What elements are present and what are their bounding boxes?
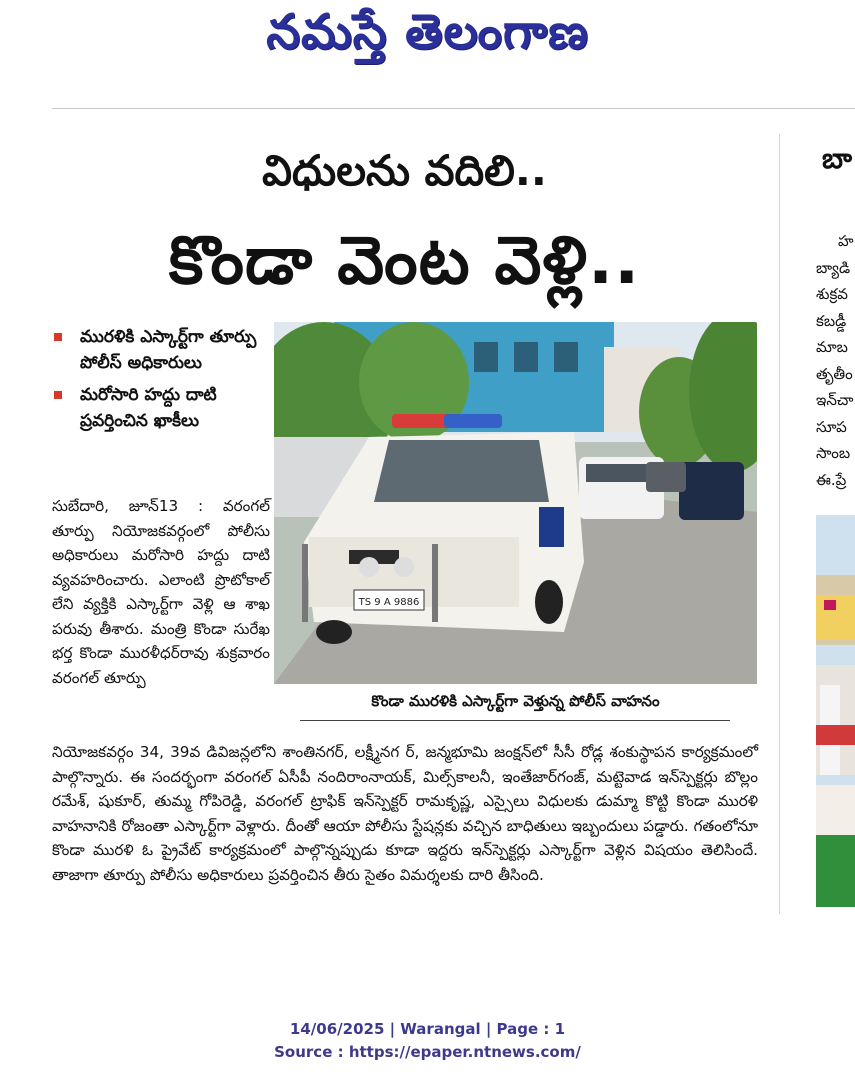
- sidebar-line: హ: [838, 232, 854, 250]
- sidebar-line: సాంబ: [816, 444, 851, 462]
- bullet-square-icon: [54, 391, 62, 399]
- sidebar-line: బ్యాడి: [816, 258, 851, 277]
- sidebar-article-text: [816, 228, 855, 493]
- article-headline: కొండా వెంట వెళ్లి..: [168, 222, 641, 299]
- highlight-item: [52, 324, 266, 376]
- sidebar-photo: [816, 515, 855, 907]
- article-highlights: [52, 324, 266, 440]
- sidebar-line: శుక్రవ: [816, 285, 848, 303]
- page-footer: [0, 1018, 855, 1064]
- newspaper-logo: నమస్తే తెలంగాణ: [266, 4, 589, 60]
- sidebar-line: ఇన్‌చా: [816, 391, 854, 409]
- column-divider: [779, 134, 780, 914]
- masthead: [0, 4, 855, 72]
- sidebar-line: ఈ.ప్రే: [816, 470, 847, 489]
- sidebar-line: మాబ: [816, 338, 848, 356]
- caption-underline: [300, 720, 730, 721]
- source-link[interactable]: Source : https://epaper.ntnews.com/: [274, 1043, 581, 1061]
- article-photo: [274, 322, 757, 684]
- photo-caption: కొండా మురళికి ఎస్కార్ట్‌గా వెళ్తున్న పోలీస్ వాహనం: [371, 692, 660, 710]
- article-body-wide: నియోజకవర్గం 34, 39వ డివిజన్లలోని శాంతినగర్, లక్ష్మీనగ ర్, జన్మభూమి జంక్షన్‌లో సీసీ రోడ్ల శంకుస్థాపన కార్యక్రమంలో పాల్గొన్నారు. ఈ సందర్భంగా వరంగల్ ఏసీపీ నందిరాంనాయక్, మిల్స్‌కాలనీ, ఇంతేజార్‌గంజ్, మట్టెవాడ ఇన్‌స్పెక్టర్లు బొల్లం రమేశ్, షుకూర్, తుమ్మ గోపిరెడ్డి, వరంగల్ ట్రాఫిక్ ఇన్‌స్పెక్టర్ రామకృష్ణ, ఎస్సైలు విధులకు డుమ్మా కొట్టి కొండా మురళి వాహనానికి రోజంతా ఎస్కార్ట్‌గా వెళ్లారు. దీంతో ఆయా పోలీసు స్టేషన్లకు వచ్చిన బాధితులు ఇబ్బందులు పడ్డారు. గతంలోనూ కొండా మురళి ఓ ప్రైవేట్ కార్యక్రమంలో పాల్గొన్నప్పుడు కూడా ఇద్దరు ఇన్‌స్పెక్టర్లు ఎస్కార్ట్‌గా వెళ్లిన విషయం తెలిసిందే. తాజాగా తూర్పు పోలీసు అధికారులు ప్రవర్తించిన తీరు సైతం విమర్శలకు దారి తీసింది.: [52, 743, 758, 884]
- sidebar-line: తృతీం: [816, 364, 853, 383]
- sidebar-headline: బా: [822, 142, 853, 175]
- highlight-text: మరోసారి హద్దు దాటి ప్రవర్తించిన ఖాకీలు: [80, 385, 217, 431]
- article-kicker: విధులను వదిలి..: [262, 146, 547, 195]
- sidebar-line: సూప: [816, 417, 847, 436]
- article-body-narrow: సుబేదారి, జూన్13 : వరంగల్ తూర్పు నియోజకవర్గంలో పోలీసు అధికారులు మరోసారి హద్దు దాటి వ్యవహరించారు. ఎలాంటి ప్రొటోకాల్ లేని వ్యక్తికి ఎస్కార్ట్‌గా వెళ్లి ఆ శాఖ పరువు తీశారు. మంత్రి కొండా సురేఖ భర్త కొండా మురళీధర్‌రావు శుక్రవారం వరంగల్ తూర్పు: [52, 497, 270, 687]
- highlight-text: మురళికి ఎస్కార్ట్‌గా తూర్పు పోలీస్ అధికారులు: [80, 327, 257, 373]
- edition-info: 14/06/2025 | Warangal | Page : 1: [289, 1020, 566, 1038]
- top-divider: [52, 108, 855, 109]
- bullet-square-icon: [54, 333, 62, 341]
- license-plate: TS 9 A 9886: [358, 597, 420, 608]
- sidebar-line: కబడ్డీ: [816, 311, 847, 330]
- highlight-item: [52, 382, 266, 434]
